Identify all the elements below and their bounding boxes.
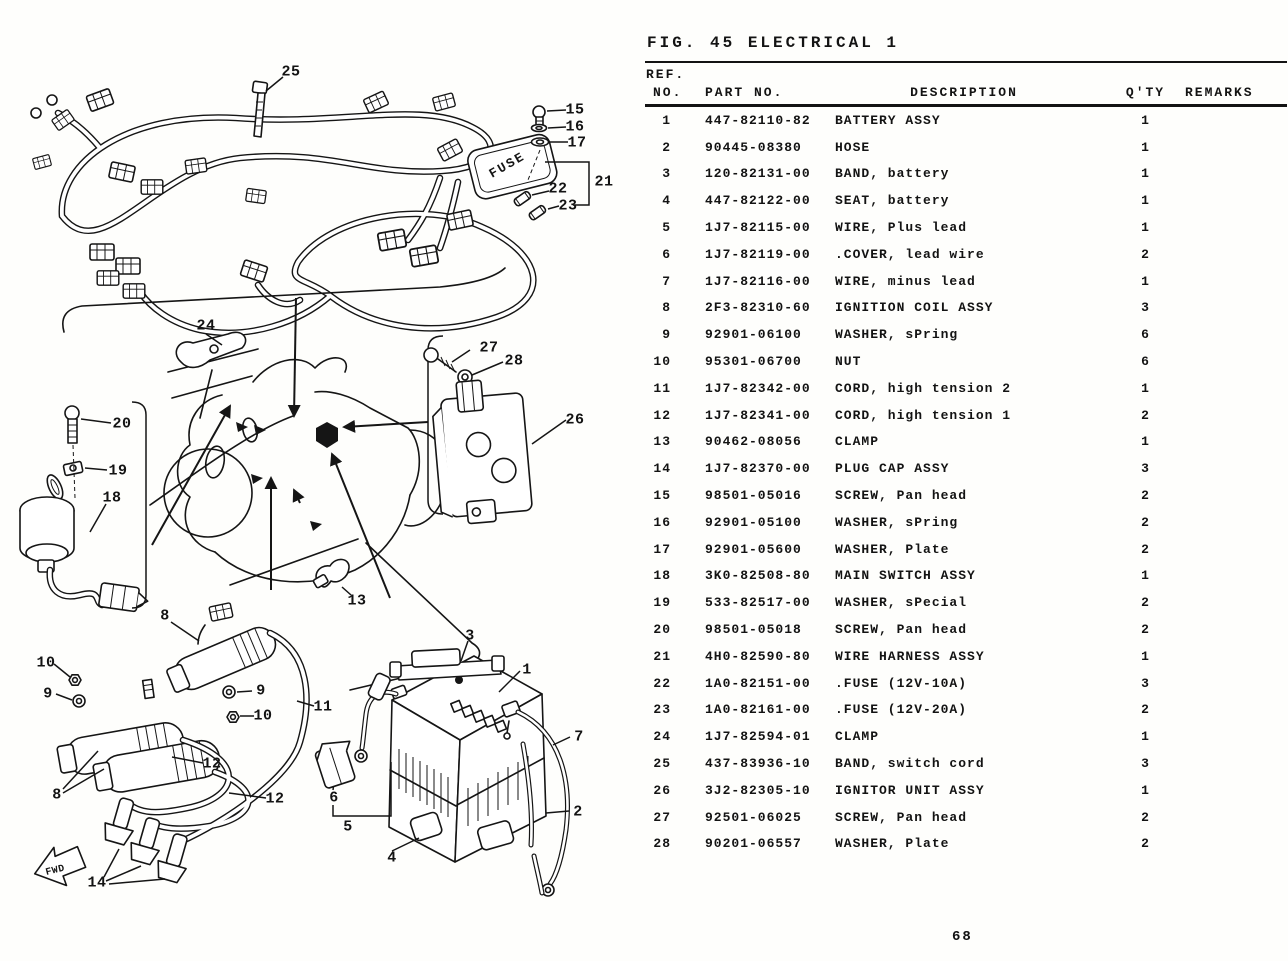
qty-cell: 2: [1141, 407, 1150, 423]
qty-cell: 6: [1141, 327, 1150, 343]
table-row: [645, 697, 1287, 724]
part-no-cell: 1A0-82161-00: [705, 702, 811, 718]
part-no-cell: 90462-08056: [705, 434, 802, 450]
ref-no-cell: 25: [653, 756, 671, 772]
table-row: [645, 482, 1287, 509]
header-qty: Q'TY: [1125, 84, 1166, 100]
part-no-cell: 3K0-82508-80: [705, 568, 811, 584]
qty-cell: 1: [1141, 434, 1150, 450]
ref-no-cell: 20: [653, 622, 671, 638]
description-cell: NUT: [835, 354, 862, 370]
header-description: DESCRIPTION: [910, 84, 1018, 100]
table-row: [645, 723, 1287, 750]
part-no-cell: 1J7-82594-01: [705, 729, 811, 745]
description-cell: SCREW, Pan head: [835, 809, 968, 825]
qty-cell: 3: [1141, 756, 1150, 772]
qty-cell: 3: [1141, 461, 1150, 477]
callout-22: 22: [548, 180, 568, 198]
callout-10: 10: [253, 707, 273, 725]
qty-cell: 1: [1141, 220, 1150, 236]
ref-no-cell: 4: [662, 193, 671, 209]
description-cell: CORD, high tension 2: [835, 380, 1012, 396]
description-cell: BATTERY ASSY: [835, 112, 941, 128]
table-row: [645, 429, 1287, 456]
part-no-cell: 98501-05018: [705, 622, 802, 638]
callout-21: 21: [594, 173, 614, 191]
description-cell: .COVER, lead wire: [835, 246, 985, 262]
ref-no-cell: 26: [653, 782, 671, 798]
mount-grommet: [316, 422, 338, 448]
header-ref-bottom: NO.: [653, 84, 683, 100]
table-row: [645, 616, 1287, 643]
part-no-cell: 92901-06100: [705, 327, 802, 343]
callout-8: 8: [160, 607, 170, 625]
table-row: [645, 831, 1287, 858]
table-row: [645, 536, 1287, 563]
table-row: [645, 777, 1287, 804]
table-row: [645, 161, 1287, 188]
ref-no-cell: 17: [653, 541, 671, 557]
part-no-cell: 1A0-82151-00: [705, 675, 811, 691]
ref-no-cell: 22: [653, 675, 671, 691]
callout-9: 9: [256, 682, 266, 700]
description-cell: WIRE HARNESS ASSY: [835, 648, 985, 664]
qty-cell: 1: [1141, 782, 1150, 798]
fwd-label: FWD: [44, 863, 67, 879]
description-cell: WASHER, sPring: [835, 514, 959, 530]
fwd-arrow: [30, 841, 89, 892]
screw-27: [424, 348, 470, 372]
description-cell: MAIN SWITCH ASSY: [835, 568, 976, 584]
part-no-cell: 95301-06700: [705, 354, 802, 370]
description-cell: CLAMP: [835, 434, 880, 450]
callout-12: 12: [202, 755, 222, 773]
part-no-cell: 90201-06557: [705, 836, 802, 852]
callout-25: 25: [281, 63, 301, 81]
table-row: [645, 107, 1287, 134]
screw-20: [65, 406, 111, 443]
table-row: [645, 563, 1287, 590]
table-row: [645, 804, 1287, 831]
part-no-cell: 1J7-82370-00: [705, 461, 811, 477]
part-no-cell: 447-82122-00: [705, 193, 811, 209]
table-row: [645, 670, 1287, 697]
header-part-no: PART NO.: [705, 84, 784, 100]
nut-10: [227, 712, 239, 722]
callout-9: 9: [43, 685, 53, 703]
callout-1: 1: [522, 661, 532, 679]
table-row: [645, 375, 1287, 402]
main-switch-18: [20, 402, 293, 613]
ref-no-cell: 2: [662, 139, 671, 155]
description-cell: CLAMP: [835, 729, 880, 745]
callout-8: 8: [52, 786, 62, 804]
ref-no-cell: 12: [653, 407, 671, 423]
part-no-cell: 92901-05600: [705, 541, 802, 557]
qty-cell: 2: [1141, 246, 1150, 262]
callout-5: 5: [343, 818, 353, 836]
description-cell: SEAT, battery: [835, 193, 950, 209]
callout-17: 17: [567, 134, 587, 152]
part-no-cell: 1J7-82119-00: [705, 246, 811, 262]
part-no-cell: 2F3-82310-60: [705, 300, 811, 316]
header-remarks: REMARKS: [1185, 84, 1254, 100]
ref-no-cell: 28: [653, 836, 671, 852]
header-ref-top: REF.: [646, 67, 686, 82]
ref-no-cell: 23: [653, 702, 671, 718]
parts-table-panel: [645, 28, 1287, 857]
ring-terminal: [31, 108, 41, 118]
washer-19: [63, 461, 107, 476]
description-cell: WIRE, Plus lead: [835, 220, 968, 236]
description-cell: WASHER, sPecial: [835, 595, 968, 611]
callout-24: 24: [196, 317, 216, 335]
qty-cell: 2: [1141, 488, 1150, 504]
qty-cell: 2: [1141, 595, 1150, 611]
callout-19: 19: [108, 462, 128, 480]
fuse-22: [513, 191, 549, 207]
table-row: [645, 214, 1287, 241]
qty-cell: 1: [1141, 380, 1150, 396]
callout-13: 13: [347, 592, 367, 610]
qty-cell: 2: [1141, 622, 1150, 638]
table-row: [645, 402, 1287, 429]
callout-12: 12: [265, 790, 285, 808]
washer-16: [532, 125, 567, 132]
part-no-cell: 90445-08380: [705, 139, 802, 155]
qty-cell: 2: [1141, 836, 1150, 852]
band-25: [252, 77, 283, 137]
qty-cell: 1: [1141, 166, 1150, 182]
callout-7: 7: [574, 728, 584, 746]
ref-no-cell: 27: [653, 809, 671, 825]
callout-10: 10: [36, 654, 56, 672]
table-row: [645, 589, 1287, 616]
qty-cell: 1: [1141, 273, 1150, 289]
callout-27: 27: [479, 339, 499, 357]
description-cell: IGNITION COIL ASSY: [835, 300, 994, 316]
qty-cell: 3: [1141, 675, 1150, 691]
ref-no-cell: 15: [653, 488, 671, 504]
ref-no-cell: 24: [653, 729, 671, 745]
part-no-cell: 1J7-82115-00: [705, 220, 811, 236]
ref-no-cell: 6: [662, 246, 671, 262]
description-cell: BAND, switch cord: [835, 756, 985, 772]
callout-3: 3: [465, 627, 475, 645]
table-row: [645, 134, 1287, 161]
description-cell: .FUSE (12V-20A): [835, 702, 968, 718]
description-cell: BAND, battery: [835, 166, 950, 182]
qty-cell: 2: [1141, 514, 1150, 530]
ignition-coils-8: [54, 603, 280, 796]
table-row: [645, 348, 1287, 375]
part-no-cell: 533-82517-00: [705, 595, 811, 611]
part-no-cell: 92901-05100: [705, 514, 802, 530]
table-row: [645, 187, 1287, 214]
callout-23: 23: [558, 197, 578, 215]
page-number: 68: [952, 929, 973, 945]
callout-28: 28: [504, 352, 524, 370]
description-cell: HOSE: [835, 139, 871, 155]
ref-no-cell: 5: [662, 220, 671, 236]
table-row: [645, 509, 1287, 536]
part-no-cell: 1J7-82342-00: [705, 380, 811, 396]
ref-no-cell: 7: [662, 273, 671, 289]
part-no-cell: 1J7-82116-00: [705, 273, 811, 289]
fuse-box-label: FUSE: [486, 148, 528, 182]
qty-cell: 1: [1141, 568, 1150, 584]
parts-table-body: [645, 107, 1287, 857]
callout-14: 14: [87, 874, 107, 892]
description-cell: WIRE, minus lead: [835, 273, 976, 289]
frame-sketch: [152, 358, 448, 598]
table-header-row: [645, 82, 1287, 102]
table-row: [645, 295, 1287, 322]
ref-no-cell: 8: [662, 300, 671, 316]
table-row: [645, 750, 1287, 777]
lead-cover-6: [313, 736, 362, 789]
ref-no-cell: 16: [653, 514, 671, 530]
ref-no-cell: 14: [653, 461, 671, 477]
part-no-cell: 447-82110-82: [705, 112, 811, 128]
figure-title: FIG. 45 ELECTRICAL 1: [647, 34, 900, 52]
part-no-cell: 120-82131-00: [705, 166, 811, 182]
ref-no-cell: 11: [653, 380, 671, 396]
description-cell: SCREW, Pan head: [835, 622, 968, 638]
ref-no-cell: 9: [662, 327, 671, 343]
table-row: [645, 241, 1287, 268]
table-row: [645, 321, 1287, 348]
qty-cell: 6: [1141, 354, 1150, 370]
callout-2: 2: [573, 803, 583, 821]
description-cell: IGNITOR UNIT ASSY: [835, 782, 985, 798]
description-cell: WASHER, Plate: [835, 541, 950, 557]
qty-cell: 2: [1141, 541, 1150, 557]
qty-cell: 1: [1141, 193, 1150, 209]
table-row: [645, 455, 1287, 482]
description-cell: .FUSE (12V-10A): [835, 675, 968, 691]
callout-15: 15: [565, 101, 585, 119]
qty-cell: 2: [1141, 809, 1150, 825]
ref-no-cell: 21: [653, 648, 671, 664]
table-row: [645, 268, 1287, 295]
callout-18: 18: [102, 489, 122, 507]
part-no-cell: 4H0-82590-80: [705, 648, 811, 664]
ring-terminal: [47, 95, 57, 105]
ref-no-cell: 13: [653, 434, 671, 450]
ref-no-cell: 19: [653, 595, 671, 611]
part-no-cell: 437-83936-10: [705, 756, 811, 772]
spring-washer-9: [73, 695, 85, 707]
qty-cell: 1: [1141, 139, 1150, 155]
ref-no-cell: 3: [662, 166, 671, 182]
table-row: [645, 643, 1287, 670]
callout-11: 11: [313, 698, 333, 716]
qty-cell: 1: [1141, 112, 1150, 128]
fuse-23: [528, 205, 559, 221]
description-cell: PLUG CAP ASSY: [835, 461, 950, 477]
ref-no-cell: 10: [653, 354, 671, 370]
battery-assy-1: [313, 641, 570, 896]
part-no-cell: 3J2-82305-10: [705, 782, 811, 798]
description-cell: CORD, high tension 1: [835, 407, 1012, 423]
ref-no-cell: 1: [662, 112, 671, 128]
qty-cell: 3: [1141, 300, 1150, 316]
clamp-24: [168, 332, 258, 418]
description-cell: WASHER, sPring: [835, 327, 959, 343]
callout-16: 16: [565, 118, 585, 136]
spring-washer-9: [223, 686, 235, 698]
callout-4: 4: [387, 849, 397, 867]
callout-20: 20: [112, 415, 132, 433]
nut-10: [69, 675, 81, 685]
callout-6: 6: [329, 789, 339, 807]
part-no-cell: 1J7-82341-00: [705, 407, 811, 423]
ignitor-unit-26: [424, 336, 566, 526]
part-no-cell: 98501-05016: [705, 488, 802, 504]
qty-cell: 1: [1141, 648, 1150, 664]
ref-no-cell: 18: [653, 568, 671, 584]
part-no-cell: 92501-06025: [705, 809, 802, 825]
qty-cell: 2: [1141, 702, 1150, 718]
description-cell: SCREW, Pan head: [835, 488, 968, 504]
description-cell: WASHER, Plate: [835, 836, 950, 852]
qty-cell: 1: [1141, 729, 1150, 745]
callout-26: 26: [565, 411, 585, 429]
